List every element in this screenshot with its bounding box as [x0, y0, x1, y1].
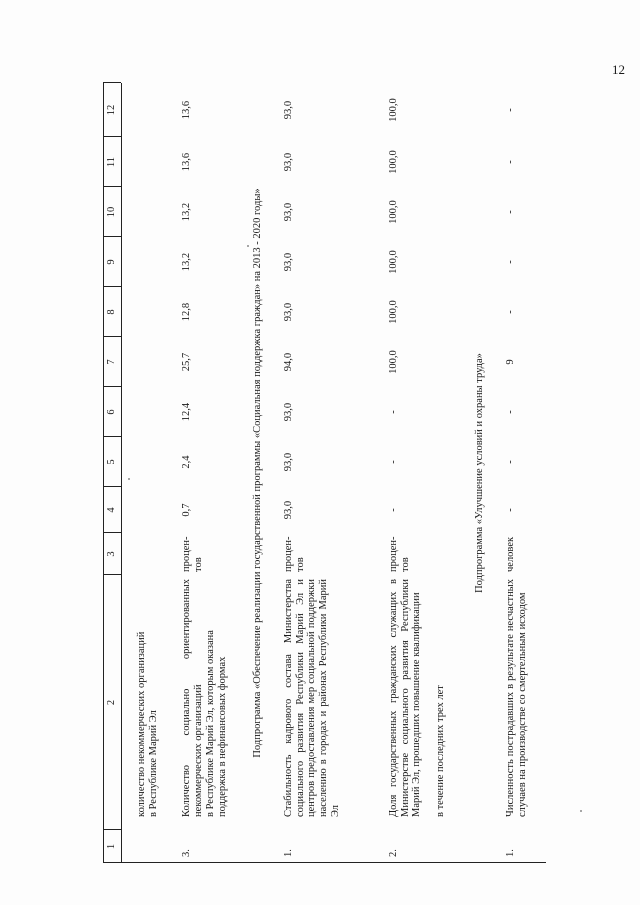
- header-cell: 3: [106, 551, 117, 557]
- row-number: 1.: [283, 849, 294, 857]
- value-cell: 100,0: [388, 350, 399, 374]
- value-cell: 12,8: [181, 302, 192, 322]
- value-cell: 93,0: [283, 202, 294, 222]
- value-cell: 93,0: [283, 252, 294, 272]
- value-cell: 13,2: [181, 252, 192, 272]
- unit-cell: процен-: [283, 536, 294, 572]
- subprogram-heading: Подпрограмма «Улучшение условий и охраны труда»: [474, 353, 485, 593]
- unit-cell: тов: [295, 557, 306, 572]
- value-cell: -: [505, 460, 516, 464]
- row-name-line: поддержка в нефинансовых формах: [217, 656, 228, 817]
- table-top-border: [103, 83, 104, 863]
- value-cell: 25,7: [181, 352, 192, 372]
- header-cell: 8: [106, 309, 117, 315]
- value-cell: -: [505, 108, 516, 112]
- value-cell: 13,2: [181, 202, 192, 222]
- value-cell: 100,0: [388, 300, 399, 324]
- row-number: 3.: [181, 849, 192, 857]
- value-cell: -: [505, 160, 516, 164]
- row-name-line: в течение последних трех лет: [435, 685, 446, 817]
- value-cell: 93,0: [283, 100, 294, 120]
- subprogram-heading: Подпрограмма «Обеспечение реализации государственной программы «Социальная поддержка граждан» на 2013 - 2020 годы»: [252, 188, 263, 758]
- row-name: Численность пострадавших в результате несчастных случаев на производстве со смертельным исходом: [505, 579, 528, 817]
- value-cell: 100,0: [388, 250, 399, 274]
- value-cell: 9: [505, 359, 516, 365]
- value-cell: -: [505, 310, 516, 314]
- value-cell: 100,0: [388, 200, 399, 224]
- page-number: 12: [612, 62, 625, 77]
- row-name: Доля государственных гражданских служащих в Министерстве социального развития Республики Марий Эл, прошедших повышение квалификации: [388, 579, 423, 817]
- value-cell: 100,0: [388, 150, 399, 174]
- header-cell: 12: [106, 104, 117, 116]
- value-cell: -: [388, 460, 399, 464]
- value-cell: 93,0: [283, 302, 294, 322]
- value-cell: 13,6: [181, 152, 192, 172]
- value-cell: 2,4: [181, 455, 192, 469]
- row-name-line: в Республике Марий Эл, которым оказана: [205, 630, 216, 817]
- header-cell: 7: [106, 359, 117, 365]
- unit-cell: тов: [400, 557, 411, 572]
- value-cell: 13,6: [181, 100, 192, 120]
- header-cell: 11: [106, 156, 117, 168]
- value-cell: 12,4: [181, 402, 192, 422]
- value-cell: -: [505, 508, 516, 512]
- header-cell: 10: [106, 206, 117, 218]
- unit-cell: человек: [505, 536, 516, 572]
- value-cell: -: [505, 210, 516, 214]
- value-cell: -: [388, 410, 399, 414]
- header-cell: 4: [106, 507, 117, 513]
- value-cell: 93,0: [283, 452, 294, 472]
- value-cell: 93,0: [283, 152, 294, 172]
- header-cell: 6: [106, 409, 117, 415]
- unit-cell: процен-: [388, 536, 399, 572]
- unit-cell: тов: [193, 557, 204, 572]
- row-name-line: количество некоммерческих организаций: [136, 631, 147, 817]
- value-cell: -: [505, 410, 516, 414]
- value-cell: 93,0: [283, 500, 294, 520]
- header-cell: 9: [106, 259, 117, 265]
- value-cell: 93,0: [283, 402, 294, 422]
- row-name: Стабильность кадрового состава Министерства социального развития Республики Марий Эл и центров предоставления мер социальной поддержки населению в городах и районах Республики Марий Эл: [283, 579, 341, 817]
- row-number: 1.: [505, 849, 516, 857]
- value-cell: 0,7: [181, 503, 192, 517]
- header-cell: 1: [106, 843, 117, 850]
- header-cell: 5: [106, 459, 117, 465]
- header-cell: 2: [106, 699, 117, 706]
- value-cell: -: [388, 508, 399, 512]
- value-cell: -: [505, 260, 516, 264]
- row-number: 2.: [388, 849, 399, 857]
- unit-cell: процен-: [181, 536, 192, 572]
- value-cell: 100,0: [388, 98, 399, 122]
- row-name-line: в Республике Марий Эл: [148, 710, 159, 817]
- value-cell: 94,0: [283, 352, 294, 372]
- header-bottom-border: [121, 83, 122, 863]
- row-name-line: Количество социально ориентированных некоммерческих организаций: [181, 579, 204, 817]
